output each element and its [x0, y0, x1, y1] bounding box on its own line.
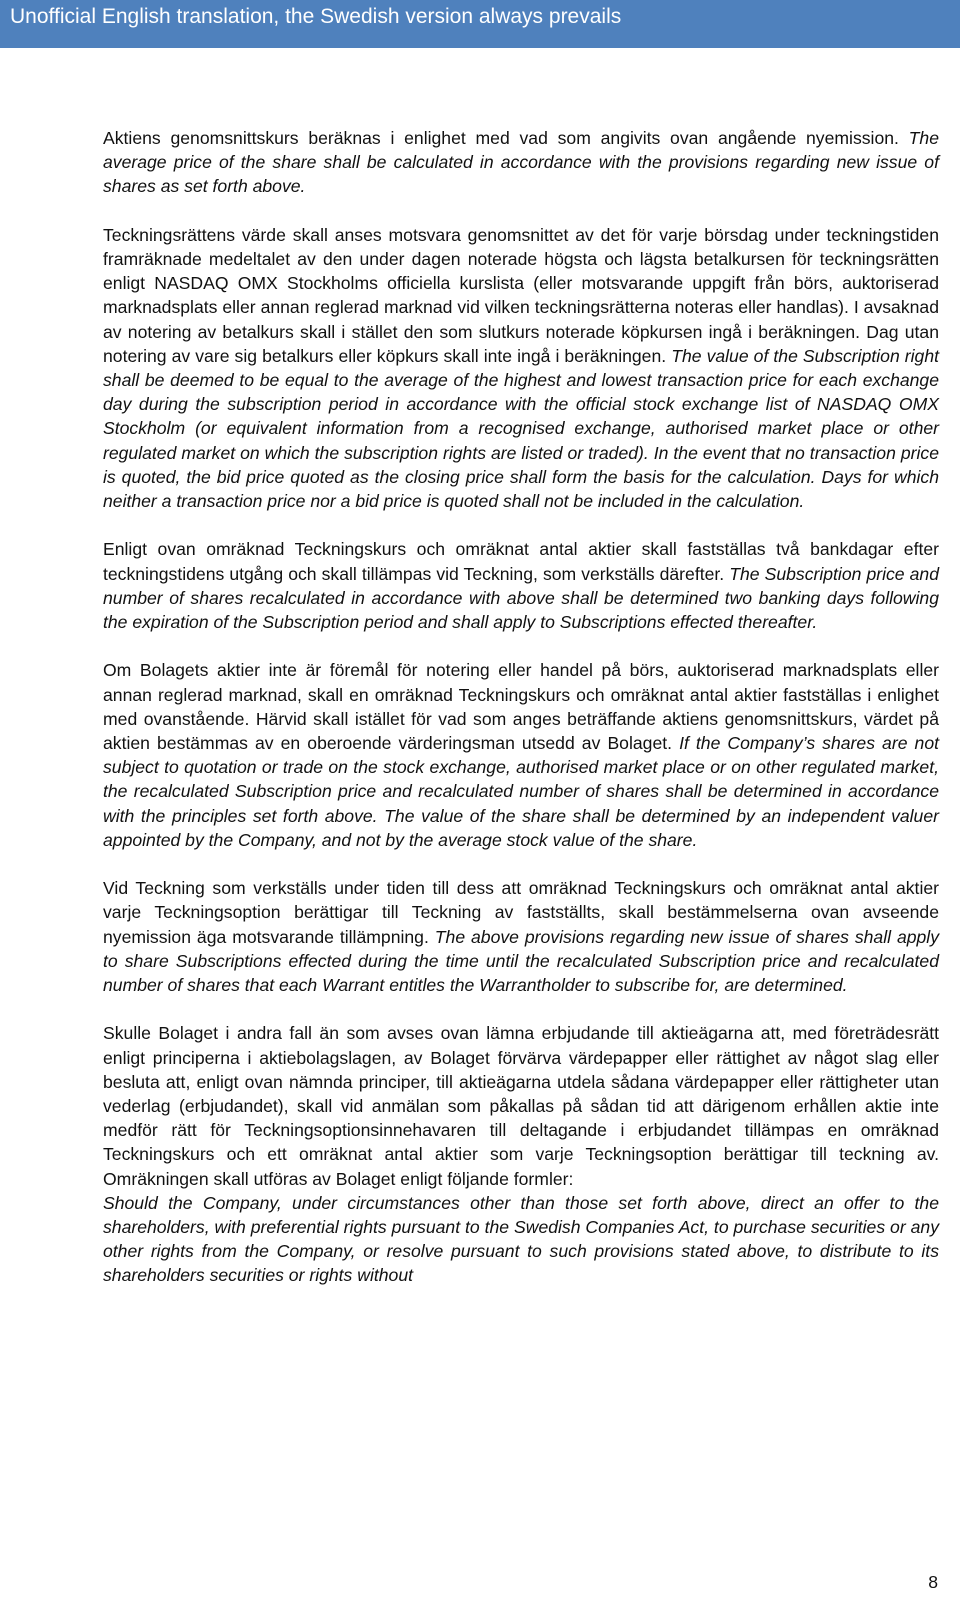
paragraph-english-text: Should the Company, under circumstances other than those set forth above, direct an offer to the shareholders, with preferential rights pursuant to the Swedish Companies Act, to purchase securities or any other rights from the Company, or resolve pursuant to such provisions stated above, to distribute to its shareholders securities or rights without [103, 1192, 939, 1286]
paragraph-swedish-text: Vid Teckning som verkställs under tiden till dess att omräknad Teckningskurs och omräknat antal aktier varje Teckningsoption berättigar till Teckning av fastställts, skall bestämmelserna ovan avseende nyemission äga motsvarande tillämpning. [103, 878, 939, 947]
page-number: 8 [928, 1572, 938, 1592]
paragraph-recalculation-timing [103, 537, 939, 634]
paragraph-swedish-text: Om Bolagets aktier inte är föremål för notering eller handel på börs, auktoriserad marknadsplats eller annan reglerad marknad, skall en omräknad Teckningskurs och omräknat antal aktier fastställas i enlighet med ovanstående. Härvid skall istället för vad som anges beträffande aktiens genomsnittskurs, värdet på aktien bestämmas av en oberoende värderingsman utsedd av Bolaget. [103, 660, 939, 754]
paragraph-swedish-text: Teckningsrättens värde skall anses motsvara genomsnittet av det för varje börsdag under teckningstiden framräknade medeltalet av den under dagen noterade högsta och lägsta betalkursen för teckningsrätten enligt NASDAQ OMX Stockholms officiella kurslista (eller motsvarande uppgift från börs, auktoriserad marknadsplats eller annan reglerad marknad vid vilken teckningsrätterna noteras eller handlas). I avsaknad av notering av betalkurs skall i stället den som slutkurs noterade köpkursen ingå i beräkningen. Dag utan notering av vare sig betalkurs eller köpkurs skall inte ingå i beräkningen. [103, 224, 939, 366]
paragraph-english-text: The value of the Subscription right shall be deemed to be equal to the average of the highest and lowest transaction price for each exchange day during the subscription period in accordance with the official stock exchange list of NASDAQ OMX Stockholm (or equivalent information from a recognised exchange, authorised market place or other regulated market on which the subscription rights are listed or traded). In the event that no transaction price is quoted, the bid price quoted as the closing price shall form the basis for the calculation. Days for which neither a transaction price nor a bid price is quoted shall not be included in the calculation. [103, 345, 940, 512]
document-body [103, 126, 939, 1312]
paragraph-average-price [103, 126, 939, 199]
paragraph-swedish-text: Enligt ovan omräknad Teckningskurs och omräknat antal aktier skall fastställas två bankdagar efter teckningstidens utgång och skall tillämpas vid Teckning, som verkställs därefter. [103, 539, 939, 584]
paragraph-unlisted-shares [103, 658, 939, 852]
paragraph-english-text: If the Company’s shares are not subject to quotation or trade on the stock exchange, authorised market place or on other regulated market, the recalculated Subscription price and recalculated number of shares shall be determined in accordance with the principles set forth above. The value of the share shall be determined by an independent valuer appointed by the Company, and not by the average stock value of the share. [103, 733, 940, 850]
paragraph-subscription-right-value [103, 223, 939, 513]
paragraph-swedish-text: Aktiens genomsnittskurs beräknas i enlighet med vad som angivits ovan angående nyemission. [103, 128, 899, 148]
paragraph-english-text: The above provisions regarding new issue of shares shall apply to share Subscriptions effected during the time until the recalculated Subscription price and recalculated number of shares that each Warrant entitles the Warrantholder to subscribe for, are determined. [103, 926, 940, 996]
paragraph-other-offers [103, 1021, 939, 1287]
paragraph-swedish-text: Skulle Bolaget i andra fall än som avses ovan lämna erbjudande till aktieägarna att, med företrädesrätt enligt principerna i aktiebolagslagen, av Bolaget förvärva värdepapper eller rättighet av något slag eller besluta att, enligt ovan nämnda principer, till aktieägarna utdela sådana värdepapper eller rättigheter utan vederlag (erbjudandet), skall vid anmälan som påkallas på sådan tid att därigenom erhållen aktie inte medför rätt för Teckningsoptionsinnehavaren till deltagande i erbjudandet tillämpas en omräknad Teckningskurs och ett omräknat antal aktier som varje Teckningsoption berättigar till teckning av. Omräkningen skall utföras av Bolaget enligt följande formler: [103, 1023, 939, 1189]
paragraph-english-text: The average price of the share shall be calculated in accordance with the provisions regarding new issue of shares as set forth above. [103, 128, 939, 197]
translation-notice-text: Unofficial English translation, the Swedish version always prevails [10, 5, 622, 28]
paragraph-english-text: The Subscription price and number of shares recalculated in accordance with above shall be determined two banking days following the expiration of the Subscription period and shall apply to Subscriptions effected thereafter. [103, 563, 939, 633]
paragraph-interim-subscriptions [103, 876, 939, 997]
translation-notice-banner [0, 0, 960, 48]
